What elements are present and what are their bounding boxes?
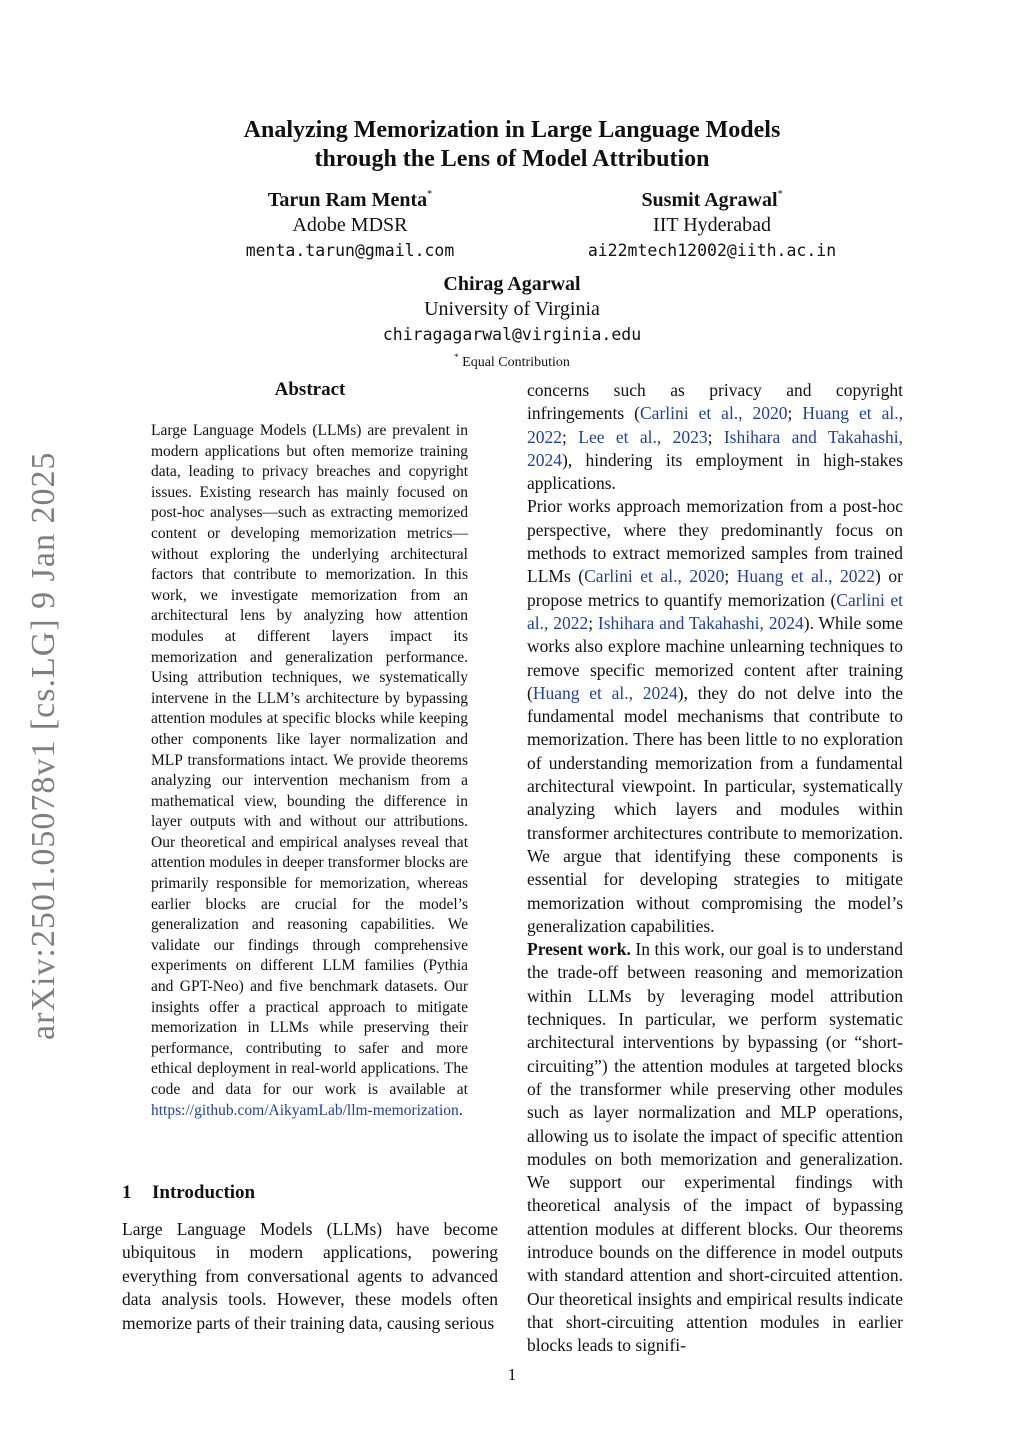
citation-link[interactable]: Ishihara and Takahashi, 2024 (597, 612, 804, 633)
title-line-1: Analyzing Memorization in Large Language Models (243, 117, 781, 143)
author-block-2 (534, 182, 890, 263)
equal-note-text: Equal Contribution (462, 355, 570, 370)
equal-contribution-note (330, 347, 694, 373)
author-email[interactable]: chiragagarwal@virginia.edu (382, 325, 642, 344)
equal-contribution-mark: * (427, 189, 433, 200)
equal-note-mark: * (454, 352, 459, 362)
title-line-2: through the Lens of Model Attribution (314, 146, 710, 172)
text-run: ; (787, 403, 803, 424)
citation-link[interactable]: Carlini et al., 2020 (584, 566, 725, 587)
abstract-end: . (458, 1101, 463, 1119)
author-affiliation: Adobe MDSR (292, 214, 408, 236)
author-block-1 (200, 182, 500, 263)
text-run: Prior works approach memorization from a post-hoc perspective, where they predominantly focus on methods to extract memorized samples from trained LLMs ( (527, 496, 903, 587)
paper-title (150, 116, 874, 174)
code-link[interactable]: https://github.com/AikyamLab/llm-memorization (151, 1101, 459, 1119)
section-heading-introduction (122, 1181, 502, 1205)
citation-link[interactable]: Huang et al., 2022 (527, 403, 903, 447)
intro-paragraph: Large Language Models (LLMs) have become ubiquitous in modern applications, powering everything from conversational agents to advanced data analysis tools. However, these models often memorize parts of their training data, causing serious (122, 1219, 498, 1333)
citation-link[interactable]: Ishihara and Takahashi, 2024 (527, 426, 903, 470)
citation-link[interactable]: Huang et al., 2022 (736, 566, 876, 587)
text-run: concerns such as privacy and copyright infringements ( (527, 380, 903, 424)
author-block-3 (330, 272, 694, 347)
text-run: ; (562, 426, 579, 447)
paragraph-lead: Present work. (527, 939, 631, 960)
abstract-text: Large Language Models (LLMs) are prevalent in modern applications but often memorize training data, leading to privacy breaches and copyright issues. Existing research has mainly focused on post-hoc analyses—such as extracting memorized content or developing memorization metrics—without exploring the underlying architectural factors that contribute to memorization. In this work, we investigate memorization from an architectural lens by analyzing how attention modules at different layers impact its memorization and generalization performance. Using attribution techniques, we systematically intervene in the LLM’s architecture by bypassing attention modules at specific blocks while keeping other components like layer normalization and MLP transformations intact. We provide theorems analyzing our intervention mechanism from a mathematical view, bounding the difference in layer outputs with and without our attributions. Our theoretical and empirical analyses reveal that attention modules in deeper transformer blocks are primarily responsible for memorization, whereas earlier blocks are crucial for the model’s generalization and reasoning capabilities. We validate our findings through comprehensive experiments on different LLM families (Pythia and GPT-Neo) and five benchmark datasets. Our insights offer a practical approach to mitigate memorization in LLMs while preserving their performance, contributing to safer and more ethical deployment in real-world applications. The code and data for our work is available at (151, 422, 468, 1098)
text-run: ; (724, 566, 737, 587)
citation-link[interactable]: Lee et al., 2023 (578, 426, 708, 447)
text-run: In this work, our goal is to understand the trade-off between reasoning and memorization within LLMs by leveraging model attribution techniques. In particular, we perform systematic architectural interventions by bypassing (or “short-circuiting”) the attention modules at targeted blocks of the transformer while preserving other modules such as layer normalization and MLP operations, allowing us to isolate the impact of specific attention modules on both memorization and generalization. We support our experimental findings with theoretical analysis of the impact of bypassing attention modules at different blocks. Our theorems introduce bounds on the difference in model outputs with standard attention and short-circuited attention. Our theoretical insights and empirical results indicate that short-circuiting attention modules in earlier blocks leads to signifi- (527, 939, 904, 1356)
author-email[interactable]: menta.tarun@gmail.com (245, 241, 455, 260)
paragraph-2 (527, 495, 903, 938)
abstract-heading: Abstract (274, 379, 346, 400)
author-name-text: Susmit Agrawal (641, 189, 778, 211)
text-run: ; (588, 612, 598, 633)
author-affiliation: University of Virginia (424, 298, 600, 320)
author-name (534, 182, 890, 213)
paragraph-3 (527, 938, 903, 1357)
author-name: Chirag Agarwal (443, 273, 581, 295)
page-number: 1 (507, 1365, 517, 1384)
text-run: ), hindering its employment in high-stakes applications. (527, 449, 903, 494)
author-email[interactable]: ai22mtech12002@iith.ac.in (587, 241, 837, 260)
citation-link[interactable]: Carlini et al., 2020 (640, 403, 788, 424)
arxiv-stamp: arXiv:2501.05078v1 [cs.LG] 9 Jan 2025 (25, 451, 62, 1040)
author-name (200, 182, 500, 213)
text-run: ), they do not delve into the fundamental model mechanisms that contribute to memorization. There has been little to no exploration of understanding memorization from a fundamental architectural viewpoint. In particular, systematically analyzing which layers and modules within transformer architectures contribute to memorization. We argue that identifying these components is essential for developing strategies to mitigate memorization without compromising the model’s generalization capabilities. (527, 682, 903, 936)
paragraph-1 (527, 379, 903, 495)
section-title: Introduction (152, 1182, 256, 1203)
text-run: ). While some works also explore machine unlearning techniques to remove specific memorized content after training ( (527, 612, 903, 703)
author-name-text: Tarun Ram Menta (267, 189, 428, 211)
text-run: ) or propose metrics to quantify memorization ( (527, 566, 903, 610)
abstract-body (151, 421, 468, 1121)
text-run: ; (707, 426, 724, 447)
section-number: 1 (122, 1182, 132, 1203)
equal-contribution-mark: * (777, 189, 783, 200)
author-affiliation: IIT Hyderabad (653, 214, 771, 236)
citation-link[interactable]: Carlini et al., 2022 (527, 589, 903, 633)
citation-link[interactable]: Huang et al., 2024 (532, 682, 678, 703)
right-column (527, 379, 903, 1357)
